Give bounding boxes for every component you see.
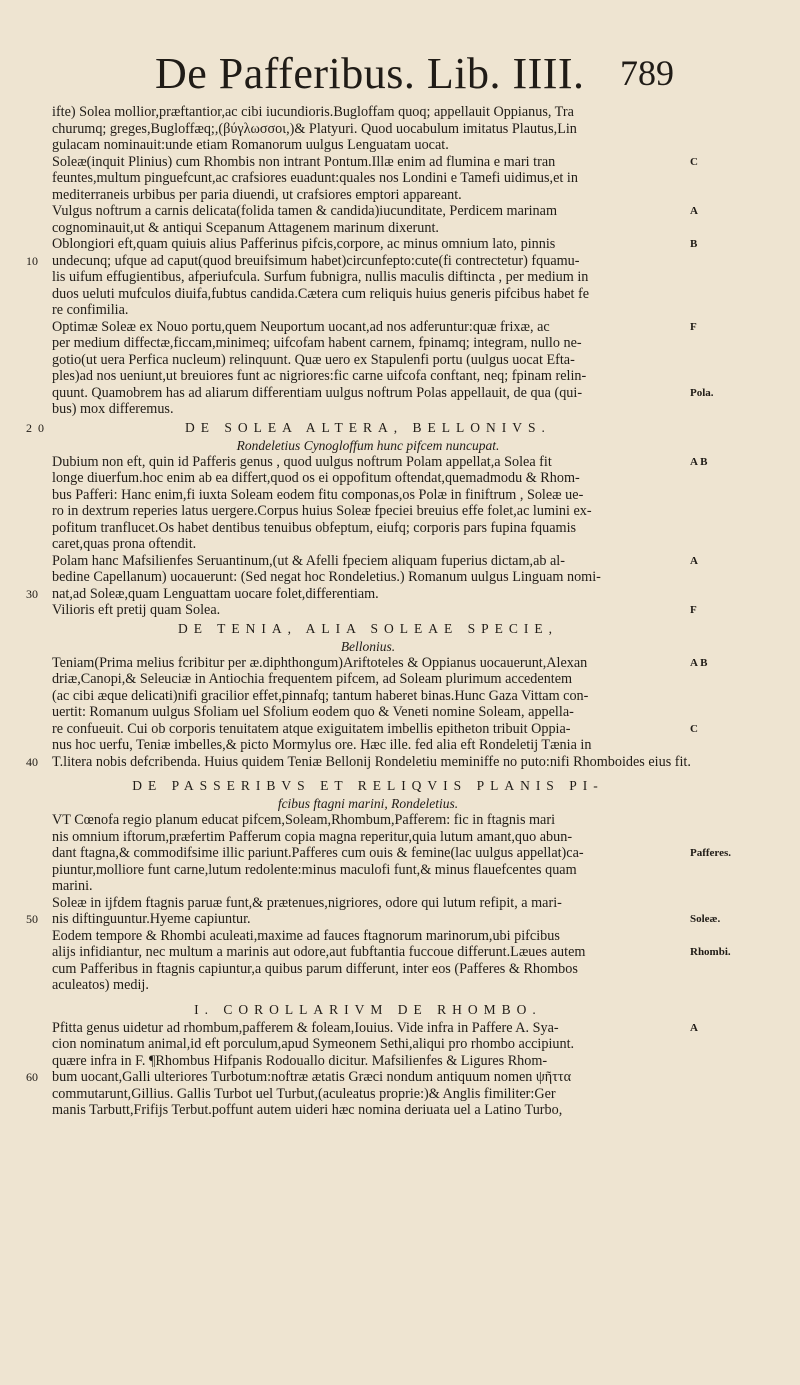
line-text: feuntes,multum pinguefcunt,ac crafsiores euadunt:quales nos Londini e Tamefi uidimus,et in: [52, 170, 578, 186]
margin-note: A B: [690, 455, 708, 468]
text-line: [52, 845, 732, 862]
text-line: [52, 368, 684, 385]
text-line: [52, 812, 684, 829]
line-text: duos ueluti mufculos diuifa,fubtus candida.Cætera cum reliquis huius generis pifcibus habet fe: [52, 285, 590, 302]
text-line: [52, 335, 684, 352]
text-line: [26, 252, 684, 270]
text-line: [26, 1069, 684, 1086]
text-line: [52, 153, 698, 171]
running-title: De Pafferibus. Lib. IIII.: [155, 49, 585, 98]
line-number: 40: [26, 754, 38, 769]
line-text: driæ,Canopi,& Seleuciæ in Antiochia frequentem pifcem, ad Soleam plurimum accedentem: [52, 671, 573, 687]
text-line: [52, 121, 684, 138]
text-line: [52, 961, 684, 978]
line-text: mediterraneis urbibus per paria diuendi, ut crafsiores emptori appareant.: [52, 186, 462, 203]
text-line: [52, 688, 684, 705]
line-text: caret,quas prona oftendit.: [52, 536, 197, 552]
margin-note: A: [690, 1021, 698, 1034]
line-text: gotio(ut uera Perfica nucleum) relinquunt. Quæ uero ex Stapulenfi portu (uulgus uocat Efta-: [52, 351, 575, 368]
margin-note: Rhombi.: [690, 946, 731, 958]
line-text: Oblongiori eft,quam quiuis alius Pafferinus pifcis,corpore, ac minus omnium lato, pinnis: [52, 236, 556, 252]
line-text: VT Cœnofa regio planum educat pifcem,Soleam,Rhombum,Pafferem: fic in ftagnis mari: [52, 812, 556, 828]
line-text: Polam hanc Mafsilienfes Seruantinum,(ut & Afelli fpeciem aliquam fuperius dictam,ab al-: [52, 552, 565, 569]
line-text: Optimæ Soleæ ex Nouo portu,quem Neuportum uocant,ad nos adferuntur:quæ frixæ, ac: [52, 318, 550, 335]
line-text: Vilioris eft pretij quam Solea.: [52, 602, 221, 618]
line-text: bum uocant,Galli ulteriores Turbotum:noftræ ætatis Græci nondum antiquum nomen ψῆττα: [52, 1069, 572, 1085]
text-line: [52, 1086, 684, 1103]
line-text: re confimilia.: [52, 302, 129, 318]
margin-note: B: [690, 238, 698, 250]
text-line: [52, 977, 684, 994]
margin-note: F: [690, 604, 697, 616]
text-line: [52, 104, 684, 121]
line-text: bus) mox differemus.: [52, 401, 174, 417]
line-text: (ac cibi æque delicati)nifi gracilior effet,pinnafq; tantum haberet binas.Hunc Gaza Vittam con-: [52, 687, 589, 704]
text-line: [52, 569, 684, 586]
text-line: [52, 602, 697, 619]
text-line: [52, 170, 684, 187]
text-line: [52, 384, 714, 402]
line-text: pofitum tranflucet.Os habet dentibus tenuibus obfeptum, eiufq; corporis pars fupina fquamis: [52, 519, 577, 536]
section-heading: [52, 776, 684, 796]
line-text: bus Pafferi: Hanc enim,fi iuxta Soleam eodem fitu componas,os Polæ in finiftrum , Soleæ ue-: [52, 486, 584, 503]
line-text: marini.: [52, 878, 93, 894]
line-text: undecunq; ufque ad caput(quod breuifsimum habet)circunfepto:cute(fi contrectetur) fquamu-: [52, 252, 580, 269]
line-text: Soleæ in ijfdem ftagnis paruæ funt,& prætenues,nigriores, odore qui lutum refipit, a mari-: [52, 894, 562, 911]
line-number: 50: [26, 912, 38, 926]
text-line: [52, 453, 708, 471]
text-line: [52, 928, 684, 945]
text-body: [26, 104, 732, 1119]
line-number: 30: [26, 586, 38, 601]
margin-note: Soleæ.: [690, 913, 721, 925]
text-line: [52, 487, 684, 504]
text-line: [52, 318, 697, 336]
line-text: longe diuerfum.hoc enim ab ea differt,quod os ei oppofitum oftendat,quemadmodu & Rhom-: [52, 470, 580, 486]
text-line: [26, 911, 721, 928]
line-text: nis omnium iftorum,præfertim Pafferum copia magna reperitur,quia lutum amant,quo abun-: [52, 828, 573, 845]
line-number: 60: [26, 1070, 38, 1084]
line-text: gulacam nominauit:unde etiam Romanorum uulgus Lenguatam uocat.: [52, 137, 449, 153]
line-text: Eodem tempore & Rhombi aculeati,maxime ad fauces ftagnorum marinorum,ubi pifcibus: [52, 927, 560, 944]
text-line: [52, 878, 684, 895]
section-subheading: [52, 639, 684, 655]
line-text: DE SOLEA ALTERA, BELLONIVS.: [185, 419, 551, 435]
line-number: 20: [26, 420, 50, 435]
section-subheading: [52, 796, 684, 812]
text-line: [52, 137, 684, 154]
section-subheading: [52, 438, 684, 454]
line-text: quunt. Quamobrem has ad aliarum differentiam uulgus noftrum Polas appellauit, de qua (qui-: [52, 384, 583, 401]
line-text: fcibus ftagni marini, Rondeletius.: [277, 796, 459, 811]
text-line: [52, 862, 684, 879]
text-line: [52, 503, 684, 520]
text-line: [52, 704, 684, 721]
line-text: ples)ad nos ueniunt,ut breuiores funt ac nigriores:fic carne uifcofa conftant, neq; fpinam relin-: [52, 368, 587, 384]
line-text: cion nominatum animal,id eft porculum,apud Symeonem Sethi,aliqui pro rhombo accipiunt.: [52, 1036, 575, 1052]
line-text: ro in dextrum reperies latus uergere.Corpus huius Soleæ fpeciei breuius effe folet,ac lumini ex-: [52, 503, 592, 519]
line-text: quære infra in F. ¶Rhombus Hifpanis Rodouallo dicitur. Mafsilienfes & Ligures Rhom-: [52, 1052, 548, 1069]
text-line: [52, 671, 684, 688]
line-text: I. COROLLARIVM DE RHOMBO.: [194, 1001, 542, 1017]
line-text: Teniam(Prima melius fcribitur per æ.diphthongum)Ariftoteles & Oppianus uocauerunt,Alexan: [52, 654, 588, 671]
text-line: [52, 401, 684, 418]
text-line: [52, 1053, 684, 1070]
text-line: [52, 829, 684, 846]
line-text: DE TENIA, ALIA SOLEAE SPECIE,: [178, 620, 558, 636]
text-line: [52, 520, 684, 537]
line-text: alijs infidiantur, nec multum a marinis aut odore,aut fubftantia fuccoue differunt.Læues autem: [52, 944, 586, 960]
section-heading: [52, 1000, 684, 1020]
line-text: ifte) Solea mollior,præftantior,ac cibi iucundioris.Bugloffam quoq; appellauit Oppianus, Tra: [52, 104, 574, 120]
text-line: [52, 203, 698, 220]
margin-note: C: [690, 722, 698, 735]
text-line: [26, 585, 684, 603]
text-line: [26, 753, 691, 771]
line-text: dant ftagna,& commodifsime illic pariunt.Pafferes cum ouis & femine(lac uulgus appellat)ca-: [52, 845, 584, 861]
line-text: nus hoc uerfu, Teniæ imbelles,& picto Mormylus ore. Hæc ille. fed alia eft Rondeletij Tænia in: [52, 737, 592, 753]
text-line: [52, 720, 698, 738]
section-heading: [26, 418, 684, 438]
text-line: [52, 302, 684, 319]
text-line: [52, 944, 731, 961]
line-text: T.litera nobis defcribenda. Huius quidem Teniæ Bellonij Rondeletiu meminiffe no puto:nifi Rhomboides eius fit.: [52, 753, 691, 770]
line-text: re confueuit. Cui ob corporis tenuitatem atque exiguitatem imbellis epitheton tribuit Oppia-: [52, 720, 571, 737]
running-header: [155, 48, 715, 98]
line-text: bedine Capellanum) uocauerunt: (Sed negat hoc Rondeletius.) Romanum uulgus Linguam nomi-: [52, 569, 601, 585]
text-line: [52, 552, 698, 570]
line-text: cognominauit,ut & antiqui Scepanum Attagenem marinum dixerunt.: [52, 219, 439, 236]
text-line: [52, 895, 684, 912]
line-text: nat,ad Soleæ,quam Lenguattam uocare folet,differentiam.: [52, 585, 379, 602]
margin-note: C: [690, 155, 698, 168]
line-text: Rondeletius Cynogloffum hunc pifcem nuncupat.: [236, 437, 500, 453]
page-number: 789: [620, 53, 674, 93]
line-text: Vulgus noftrum a carnis delicata(folida tamen & candida)iucunditate, Perdicem marinam: [52, 203, 557, 219]
line-text: uertit: Romanum uulgus Sfoliam uel Sfolium eodem quo & Veneti nomine Soleam, appella-: [52, 704, 574, 720]
text-line: [52, 470, 684, 487]
text-line: [52, 654, 708, 672]
line-number: 10: [26, 253, 38, 268]
margin-note: A: [690, 205, 698, 217]
text-line: [52, 286, 684, 303]
text-line: [52, 536, 684, 553]
text-line: [52, 352, 684, 369]
section-heading: [52, 619, 684, 639]
line-text: lis uifum effugientibus, afperiufcula. Surfum fubnigra, nullis maculis diftincta , per medium in: [52, 269, 589, 285]
line-text: Dubium non eft, quin id Pafferis genus , quod uulgus noftrum Polam appellat,a Solea fit: [52, 453, 552, 470]
line-text: cum Pafferibus in ftagnis capiuntur,a quibus parum differunt, inter eos (Pafferes & Rhombos: [52, 960, 578, 977]
text-line: [52, 737, 684, 754]
line-text: Bellonius.: [340, 638, 396, 654]
line-text: Pfitta genus uidetur ad rhombum,pafferem & foleam,Iouius. Vide infra in Paffere A. Sya-: [52, 1019, 559, 1036]
text-line: [52, 236, 698, 253]
text-line: [52, 1102, 684, 1119]
line-text: piuntur,molliore funt carne,lutum redolente:minus maculofi funt,& minus flauefcentes quam: [52, 861, 577, 878]
line-text: churumq; greges,Bugloffæq;,(βύγλωσσοι,)& Platyuri. Quod uocabulum imitatus Plautus,Lin: [52, 120, 577, 137]
margin-note: A B: [690, 656, 708, 669]
text-line: [52, 269, 684, 286]
line-text: nis diftinguuntur.Hyeme capiuntur.: [52, 911, 251, 927]
margin-note: F: [690, 320, 697, 333]
line-text: Soleæ(inquit Plinius) cum Rhombis non intrant Pontum.Illæ enim ad flumina e mari tran: [52, 153, 556, 170]
line-text: aculeatos) medij.: [52, 977, 149, 993]
text-line: [52, 187, 684, 204]
line-text: DE PASSERIBVS ET RELIQVIS PLANIS PI-: [132, 778, 604, 793]
margin-note: A: [690, 554, 698, 567]
text-line: [52, 1019, 698, 1037]
line-text: manis Tarbutt,Frifijs Terbut.poffunt autem uideri hæc nomina deriuata uel a Latino Turbo,: [52, 1102, 563, 1118]
line-text: commutarunt,Gillius. Gallis Turbot uel Turbut,(aculeatus proprie:)& Anglis fimiliter:Ger: [52, 1085, 556, 1102]
text-line: [52, 1036, 684, 1053]
margin-note: Pola.: [690, 386, 714, 399]
text-line: [52, 220, 684, 237]
margin-note: Pafferes.: [690, 847, 732, 859]
line-text: per medium diffectæ,ficcam,minimeq; uifcofam habent carnem, fpinamq; integram, nullo ne-: [52, 335, 582, 351]
